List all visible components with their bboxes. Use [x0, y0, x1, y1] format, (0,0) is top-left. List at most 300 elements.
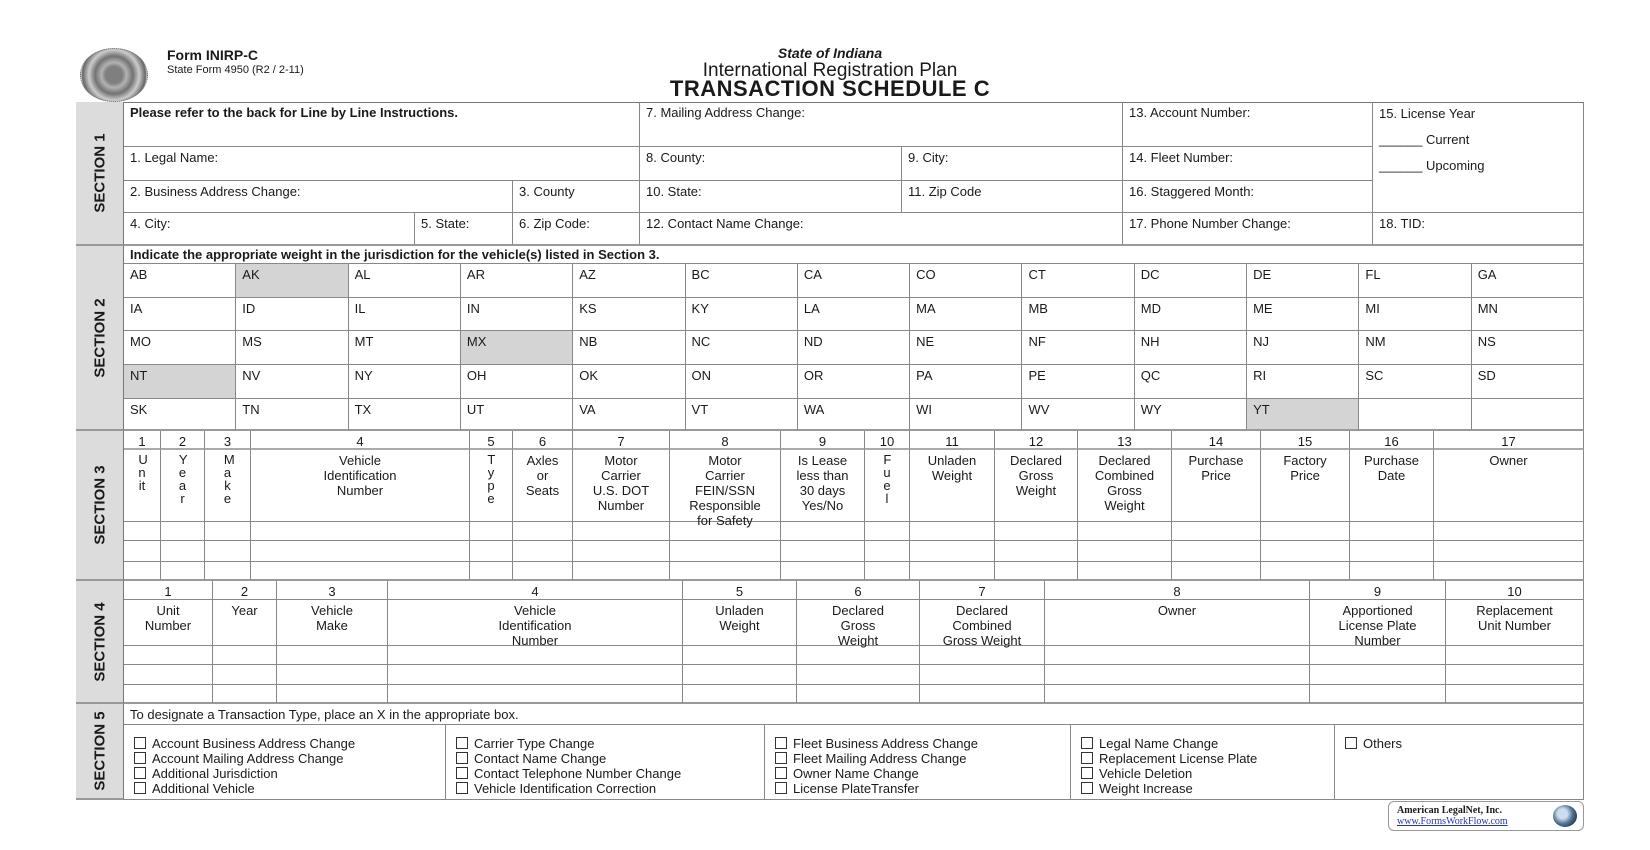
col-number: 1 — [124, 581, 213, 600]
vehicle-entry-cell[interactable] — [1078, 562, 1172, 581]
transaction-option[interactable] — [1081, 751, 1257, 766]
unit-entry-cell[interactable] — [920, 685, 1045, 704]
globe-icon — [1553, 805, 1577, 827]
col-header — [1172, 450, 1261, 522]
footer-company: American LegalNet, Inc. — [1397, 805, 1502, 816]
col-header — [670, 450, 781, 528]
checkbox-icon[interactable] — [775, 737, 787, 749]
col-header-text: Year — [178, 452, 188, 506]
vehicle-entry-cell[interactable] — [205, 522, 251, 541]
vehicle-entry-cell[interactable] — [1434, 541, 1584, 562]
col-number: 11 — [910, 431, 995, 450]
transaction-option[interactable] — [456, 766, 681, 781]
vehicle-entry-cell[interactable] — [573, 522, 670, 541]
checkbox-icon[interactable] — [456, 752, 468, 764]
unit-entry-cell[interactable] — [1310, 646, 1446, 665]
transaction-option[interactable] — [134, 751, 344, 766]
jurisdiction-mx[interactable]: MX — [461, 331, 573, 365]
unit-entry-cell[interactable] — [683, 685, 797, 704]
transaction-option[interactable] — [1345, 736, 1402, 751]
field-state-5[interactable]: 5. State: — [415, 213, 513, 246]
vehicle-entry-cell[interactable] — [513, 541, 573, 562]
jurisdiction-bc[interactable]: BC — [686, 264, 798, 298]
vehicle-entry-cell[interactable] — [910, 541, 995, 562]
transaction-option[interactable] — [775, 751, 966, 766]
transaction-option-label: Carrier Type Change — [474, 736, 595, 751]
field-zip-6[interactable]: 6. Zip Code: — [513, 213, 640, 246]
jurisdiction-co[interactable]: CO — [910, 264, 1022, 298]
jurisdiction-blank — [1359, 399, 1471, 431]
vehicle-entry-cell[interactable] — [1261, 522, 1350, 541]
vehicle-entry-cell[interactable] — [1350, 562, 1434, 581]
checkbox-icon[interactable] — [456, 782, 468, 794]
transaction-option-label: Additional Jurisdiction — [152, 766, 278, 781]
jurisdiction-ca[interactable]: CA — [798, 264, 910, 298]
field-state-10[interactable]: 10. State: — [640, 181, 902, 213]
col-number: 7 — [920, 581, 1045, 600]
vehicle-entry-cell[interactable] — [1261, 541, 1350, 562]
vehicle-entry-cell[interactable] — [1078, 522, 1172, 541]
jurisdiction-ga[interactable]: GA — [1472, 264, 1584, 298]
field-business-address-change[interactable]: 2. Business Address Change: — [124, 181, 513, 213]
form-id: Form INIRP-C — [167, 47, 258, 63]
jurisdiction-or[interactable]: OR — [798, 365, 910, 399]
col-header: Apportioned License Plate Number — [1310, 600, 1446, 646]
checkbox-icon[interactable] — [134, 752, 146, 764]
transaction-option[interactable] — [1081, 766, 1192, 781]
license-year-current[interactable]: ______ Current — [1379, 132, 1470, 147]
checkbox-icon[interactable] — [1081, 767, 1093, 779]
field-license-year[interactable] — [1373, 102, 1584, 213]
col-header-text: Declared Combined Gross Weight — [1094, 453, 1155, 513]
vehicle-entry-cell[interactable] — [995, 562, 1078, 581]
transaction-option-label: Replacement License Plate — [1099, 751, 1258, 766]
col-header-text: Motor Carrier U.S. DOT Number — [592, 453, 650, 513]
field-mailing-address-change[interactable]: 7. Mailing Address Change: — [640, 102, 1123, 147]
vehicle-entry-cell[interactable] — [1172, 562, 1261, 581]
transaction-option-label: Others — [1363, 736, 1403, 751]
transaction-option-label: Account Mailing Address Change — [152, 751, 344, 766]
transaction-option-label: Owner Name Change — [793, 766, 919, 781]
unit-entry-cell[interactable] — [388, 685, 683, 704]
unit-entry-cell[interactable] — [388, 665, 683, 685]
jurisdiction-mn[interactable]: MN — [1472, 298, 1584, 331]
jurisdiction-me[interactable]: ME — [1247, 298, 1359, 331]
field-fleet-number[interactable]: 14. Fleet Number: — [1123, 147, 1373, 181]
jurisdiction-nm[interactable]: NM — [1359, 331, 1471, 365]
col-number: 13 — [1078, 431, 1172, 450]
vehicle-entry-cell[interactable] — [781, 562, 865, 581]
col-number: 6 — [797, 581, 920, 600]
vehicle-entry-cell[interactable] — [573, 562, 670, 581]
vehicle-entry-cell[interactable] — [865, 562, 910, 581]
col-header — [1350, 450, 1434, 522]
unit-entry-cell[interactable] — [1446, 646, 1584, 665]
jurisdiction-mb[interactable]: MB — [1022, 298, 1134, 331]
license-year-upcoming[interactable]: ______ Upcoming — [1379, 158, 1485, 173]
jurisdiction-de[interactable]: DE — [1247, 264, 1359, 298]
jurisdiction-ma[interactable]: MA — [910, 298, 1022, 331]
transaction-option[interactable] — [775, 736, 978, 751]
plan-name: International Registration Plan — [702, 60, 958, 81]
col-number: 9 — [781, 431, 865, 450]
section5-instructions: To designate a Transaction Type, place an X in the appropriate box. — [124, 704, 1584, 725]
col-number: 12 — [995, 431, 1078, 450]
col-header: Unladen Weight — [683, 600, 797, 646]
vehicle-entry-cell[interactable] — [1078, 541, 1172, 562]
transaction-option[interactable] — [456, 736, 594, 751]
field-phone-number-change[interactable]: 17. Phone Number Change: — [1123, 213, 1373, 246]
unit-entry-cell[interactable] — [124, 665, 213, 685]
col-number: 8 — [1045, 581, 1310, 600]
vehicle-entry-cell[interactable] — [124, 562, 161, 581]
license-year-label: 15. License Year — [1379, 106, 1476, 121]
jurisdiction-sk[interactable]: SK — [124, 399, 236, 431]
section-2-label — [76, 246, 124, 431]
jurisdiction-ut[interactable]: UT — [461, 399, 573, 431]
vehicle-entry-cell[interactable] — [910, 522, 995, 541]
transaction-option-label: Fleet Business Address Change — [793, 736, 978, 751]
jurisdiction-md[interactable]: MD — [1135, 298, 1247, 331]
jurisdiction-il[interactable]: IL — [349, 298, 461, 331]
instructions-text: Please refer to the back for Line by Line Instructions. — [124, 102, 640, 147]
unit-entry-cell[interactable] — [1310, 685, 1446, 704]
vehicle-entry-cell[interactable] — [865, 522, 910, 541]
unit-entry-cell[interactable] — [683, 646, 797, 665]
col-header: Owner — [1045, 600, 1310, 646]
jurisdiction-in[interactable]: IN — [461, 298, 573, 331]
section-label-text: SECTION 4 — [91, 601, 108, 682]
jurisdiction-ak[interactable]: AK — [236, 264, 348, 298]
field-tid[interactable]: 18. TID: — [1373, 213, 1584, 246]
jurisdiction-nv[interactable]: NV — [236, 365, 348, 399]
col-number: 5 — [470, 431, 513, 450]
col-header — [995, 450, 1078, 522]
col-header: Vehicle Make — [277, 600, 388, 646]
unit-entry-cell[interactable] — [920, 665, 1045, 685]
jurisdiction-wy[interactable]: WY — [1135, 399, 1247, 431]
col-header — [205, 450, 251, 522]
vehicle-entry-cell[interactable] — [124, 522, 161, 541]
transaction-option[interactable] — [775, 781, 919, 796]
jurisdiction-ks[interactable]: KS — [573, 298, 685, 331]
jurisdiction-nc[interactable]: NC — [686, 331, 798, 365]
col-number: 7 — [573, 431, 670, 450]
jurisdiction-sc[interactable]: SC — [1359, 365, 1471, 399]
unit-entry-cell[interactable] — [277, 685, 388, 704]
field-zip-11[interactable]: 11. Zip Code — [902, 181, 1123, 213]
unit-entry-cell[interactable] — [1446, 685, 1584, 704]
section-label-text: SECTION 2 — [91, 297, 108, 378]
vehicle-entry-cell[interactable] — [1172, 541, 1261, 562]
jurisdiction-nj[interactable]: NJ — [1247, 331, 1359, 365]
checkbox-icon[interactable] — [775, 752, 787, 764]
col-header — [470, 450, 513, 522]
checkbox-icon[interactable] — [775, 782, 787, 794]
unit-entry-cell[interactable] — [1045, 646, 1310, 665]
jurisdiction-pe[interactable]: PE — [1022, 365, 1134, 399]
vehicle-entry-cell[interactable] — [1172, 522, 1261, 541]
unit-entry-cell[interactable] — [277, 646, 388, 665]
jurisdiction-nh[interactable]: NH — [1135, 331, 1247, 365]
vehicle-entry-cell[interactable] — [124, 541, 161, 562]
section-label-text: SECTION 5 — [91, 711, 108, 791]
unit-entry-cell[interactable] — [277, 665, 388, 685]
vehicle-entry-cell[interactable] — [1261, 562, 1350, 581]
jurisdiction-yt[interactable]: YT — [1247, 399, 1359, 431]
checkbox-icon[interactable] — [1081, 782, 1093, 794]
col-header-text: Axles or Seats — [525, 453, 560, 498]
vehicle-entry-cell[interactable] — [670, 562, 781, 581]
footer-badge — [1388, 801, 1584, 831]
vehicle-entry-cell[interactable] — [251, 562, 470, 581]
vehicle-entry-cell[interactable] — [470, 541, 513, 562]
checkbox-icon[interactable] — [456, 767, 468, 779]
jurisdiction-la[interactable]: LA — [798, 298, 910, 331]
col-number: 8 — [670, 431, 781, 450]
jurisdiction-pa[interactable]: PA — [910, 365, 1022, 399]
col-header — [910, 450, 995, 522]
jurisdiction-nd[interactable]: ND — [798, 331, 910, 365]
col-number: 4 — [388, 581, 683, 600]
transaction-option-label: License PlateTransfer — [793, 781, 919, 796]
vehicle-entry-cell[interactable] — [205, 562, 251, 581]
col-header-text: Is Lease less than 30 days Yes/No — [796, 453, 849, 513]
state-name: State of Indiana — [777, 45, 883, 61]
jurisdiction-az[interactable]: AZ — [573, 264, 685, 298]
section-1-label — [76, 102, 124, 246]
col-number: 17 — [1434, 431, 1584, 450]
transaction-option-label: Account Business Address Change — [152, 736, 356, 751]
unit-entry-cell[interactable] — [1045, 685, 1310, 704]
checkbox-icon[interactable] — [775, 767, 787, 779]
field-legal-name[interactable]: 1. Legal Name: — [124, 147, 640, 181]
jurisdiction-fl[interactable]: FL — [1359, 264, 1471, 298]
col-header: Declared Gross Weight — [797, 600, 920, 646]
col-header-text: Vehicle Identification Number — [323, 453, 397, 498]
checkbox-icon[interactable] — [1081, 737, 1093, 749]
col-header — [1434, 450, 1584, 522]
col-number: 2 — [161, 431, 205, 450]
col-header-text: Purchase Price — [1188, 453, 1244, 483]
vehicle-entry-cell[interactable] — [573, 541, 670, 562]
col-header — [1078, 450, 1172, 522]
vehicle-entry-cell[interactable] — [1350, 541, 1434, 562]
jurisdiction-ok[interactable]: OK — [573, 365, 685, 399]
vehicle-entry-cell[interactable] — [995, 522, 1078, 541]
jurisdiction-al[interactable]: AL — [349, 264, 461, 298]
transaction-option[interactable] — [456, 781, 656, 796]
col-header-text: Motor Carrier FEIN/SSN Responsible for Safety — [689, 453, 761, 528]
col-header — [124, 450, 161, 522]
field-city-9[interactable]: 9. City: — [902, 147, 1123, 181]
vehicle-entry-cell[interactable] — [251, 541, 470, 562]
col-header-text: Unit — [138, 452, 148, 493]
col-header-text: Declared Gross Weight — [1009, 453, 1063, 498]
vehicle-entry-cell[interactable] — [781, 522, 865, 541]
vehicle-entry-cell[interactable] — [161, 541, 205, 562]
jurisdiction-vt[interactable]: VT — [686, 399, 798, 431]
jurisdiction-nf[interactable]: NF — [1022, 331, 1134, 365]
jurisdiction-dc[interactable]: DC — [1135, 264, 1247, 298]
checkbox-icon[interactable] — [134, 782, 146, 794]
col-header-text: Factory Price — [1283, 453, 1327, 483]
unit-entry-cell[interactable] — [388, 646, 683, 665]
unit-entry-cell[interactable] — [797, 646, 920, 665]
unit-entry-cell[interactable] — [797, 665, 920, 685]
jurisdiction-mi[interactable]: MI — [1359, 298, 1471, 331]
col-header-text: Make — [223, 452, 235, 506]
col-number: 10 — [865, 431, 910, 450]
transaction-option[interactable] — [1081, 736, 1218, 751]
col-header-text: Unladen Weight — [927, 453, 977, 483]
jurisdiction-oh[interactable]: OH — [461, 365, 573, 399]
vehicle-entry-cell[interactable] — [995, 541, 1078, 562]
jurisdiction-wv[interactable]: WV — [1022, 399, 1134, 431]
transaction-option[interactable] — [134, 736, 355, 751]
checkbox-icon[interactable] — [134, 737, 146, 749]
vehicle-entry-cell[interactable] — [781, 541, 865, 562]
col-number: 1 — [124, 431, 161, 450]
vehicle-entry-cell[interactable] — [470, 522, 513, 541]
jurisdiction-mo[interactable]: MO — [124, 331, 236, 365]
col-header: Unit Number — [124, 600, 213, 646]
transaction-option[interactable] — [775, 766, 919, 781]
jurisdiction-ny[interactable]: NY — [349, 365, 461, 399]
col-header — [513, 450, 573, 522]
section2-instructions: Indicate the appropriate weight in the jurisdiction for the vehicle(s) listed in Section 3. — [124, 246, 1584, 264]
col-number: 16 — [1350, 431, 1434, 450]
col-header — [161, 450, 205, 522]
unit-entry-cell[interactable] — [124, 646, 213, 665]
jurisdiction-ct[interactable]: CT — [1022, 264, 1134, 298]
checkbox-icon[interactable] — [134, 767, 146, 779]
jurisdiction-ms[interactable]: MS — [236, 331, 348, 365]
vehicle-entry-cell[interactable] — [513, 522, 573, 541]
jurisdiction-id[interactable]: ID — [236, 298, 348, 331]
jurisdiction-nt[interactable]: NT — [124, 365, 236, 399]
col-header-text: Fuel — [883, 452, 892, 506]
unit-entry-cell[interactable] — [797, 685, 920, 704]
jurisdiction-on[interactable]: ON — [686, 365, 798, 399]
vehicle-entry-cell[interactable] — [161, 562, 205, 581]
jurisdiction-ne[interactable]: NE — [910, 331, 1022, 365]
field-county-8[interactable]: 8. County: — [640, 147, 902, 181]
form-title: TRANSACTION SCHEDULE C — [669, 76, 991, 101]
transaction-option[interactable] — [456, 751, 606, 766]
vehicle-entry-cell[interactable] — [1434, 522, 1584, 541]
transaction-option-label: Vehicle Deletion — [1099, 766, 1193, 781]
col-number: 3 — [277, 581, 388, 600]
jurisdiction-ky[interactable]: KY — [686, 298, 798, 331]
field-staggered-month[interactable]: 16. Staggered Month: — [1123, 181, 1373, 213]
field-account-number[interactable]: 13. Account Number: — [1123, 102, 1373, 147]
jurisdiction-blank — [1472, 399, 1584, 431]
col-header — [1261, 450, 1350, 522]
vehicle-entry-cell[interactable] — [865, 541, 910, 562]
jurisdiction-nb[interactable]: NB — [573, 331, 685, 365]
jurisdiction-ns[interactable]: NS — [1472, 331, 1584, 365]
col-header-text: Type — [487, 452, 496, 506]
unit-entry-cell[interactable] — [124, 685, 213, 704]
transaction-option[interactable] — [134, 766, 278, 781]
jurisdiction-wi[interactable]: WI — [910, 399, 1022, 431]
section-3-label — [76, 431, 124, 581]
section-5-label — [76, 704, 124, 800]
vehicle-entry-cell[interactable] — [205, 541, 251, 562]
jurisdiction-ri[interactable]: RI — [1247, 365, 1359, 399]
transaction-option-label: Contact Telephone Number Change — [474, 766, 682, 781]
unit-entry-cell[interactable] — [920, 646, 1045, 665]
form-subtitle: State Form 4950 (R2 / 2-11) — [167, 64, 304, 76]
transaction-option[interactable] — [1081, 781, 1193, 796]
col-header — [781, 450, 865, 522]
jurisdiction-qc[interactable]: QC — [1135, 365, 1247, 399]
state-seal — [80, 48, 148, 102]
unit-entry-cell[interactable] — [683, 665, 797, 685]
field-contact-name-change[interactable]: 12. Contact Name Change: — [640, 213, 1123, 246]
field-city-4[interactable]: 4. City: — [124, 213, 415, 246]
vehicle-entry-cell[interactable] — [1350, 522, 1434, 541]
vehicle-entry-cell[interactable] — [1434, 562, 1584, 581]
checkbox-icon[interactable] — [456, 737, 468, 749]
vehicle-entry-cell[interactable] — [513, 562, 573, 581]
col-header-text: Owner — [1489, 453, 1528, 468]
jurisdiction-ar[interactable]: AR — [461, 264, 573, 298]
field-county-3[interactable]: 3. County — [513, 181, 640, 213]
jurisdiction-tx[interactable]: TX — [349, 399, 461, 431]
vehicle-entry-cell[interactable] — [670, 522, 781, 541]
col-header: Replacement Unit Number — [1446, 600, 1584, 646]
section-4-label — [76, 581, 124, 704]
jurisdiction-ia[interactable]: IA — [124, 298, 236, 331]
col-number: 6 — [513, 431, 573, 450]
footer-link[interactable]: www.FormsWorkFlow.com — [1397, 816, 1508, 827]
transaction-option[interactable] — [134, 781, 255, 796]
unit-entry-cell[interactable] — [1310, 665, 1446, 685]
checkbox-icon[interactable] — [1081, 752, 1093, 764]
vehicle-entry-cell[interactable] — [161, 522, 205, 541]
unit-entry-cell[interactable] — [213, 646, 277, 665]
jurisdiction-tn[interactable]: TN — [236, 399, 348, 431]
vehicle-entry-cell[interactable] — [470, 562, 513, 581]
vehicle-entry-cell[interactable] — [910, 562, 995, 581]
jurisdiction-ab[interactable]: AB — [124, 264, 236, 298]
jurisdiction-sd[interactable]: SD — [1472, 365, 1584, 399]
vehicle-entry-cell[interactable] — [670, 541, 781, 562]
checkbox-icon[interactable] — [1345, 737, 1357, 749]
col-number: 3 — [205, 431, 251, 450]
jurisdiction-va[interactable]: VA — [573, 399, 685, 431]
col-number: 2 — [213, 581, 277, 600]
jurisdiction-mt[interactable]: MT — [349, 331, 461, 365]
col-number: 10 — [1446, 581, 1584, 600]
col-header — [865, 450, 910, 522]
col-header: Year — [213, 600, 277, 646]
unit-entry-cell[interactable] — [1045, 665, 1310, 685]
transaction-option-label: Additional Vehicle — [152, 781, 255, 796]
unit-entry-cell[interactable] — [213, 665, 277, 685]
col-header — [251, 450, 470, 522]
jurisdiction-wa[interactable]: WA — [798, 399, 910, 431]
transaction-option-label: Contact Name Change — [474, 751, 607, 766]
col-number: 15 — [1261, 431, 1350, 450]
unit-entry-cell[interactable] — [1446, 665, 1584, 685]
col-number: 9 — [1310, 581, 1446, 600]
transaction-option-label: Weight Increase — [1099, 781, 1193, 796]
vehicle-entry-cell[interactable] — [251, 522, 470, 541]
unit-entry-cell[interactable] — [213, 685, 277, 704]
